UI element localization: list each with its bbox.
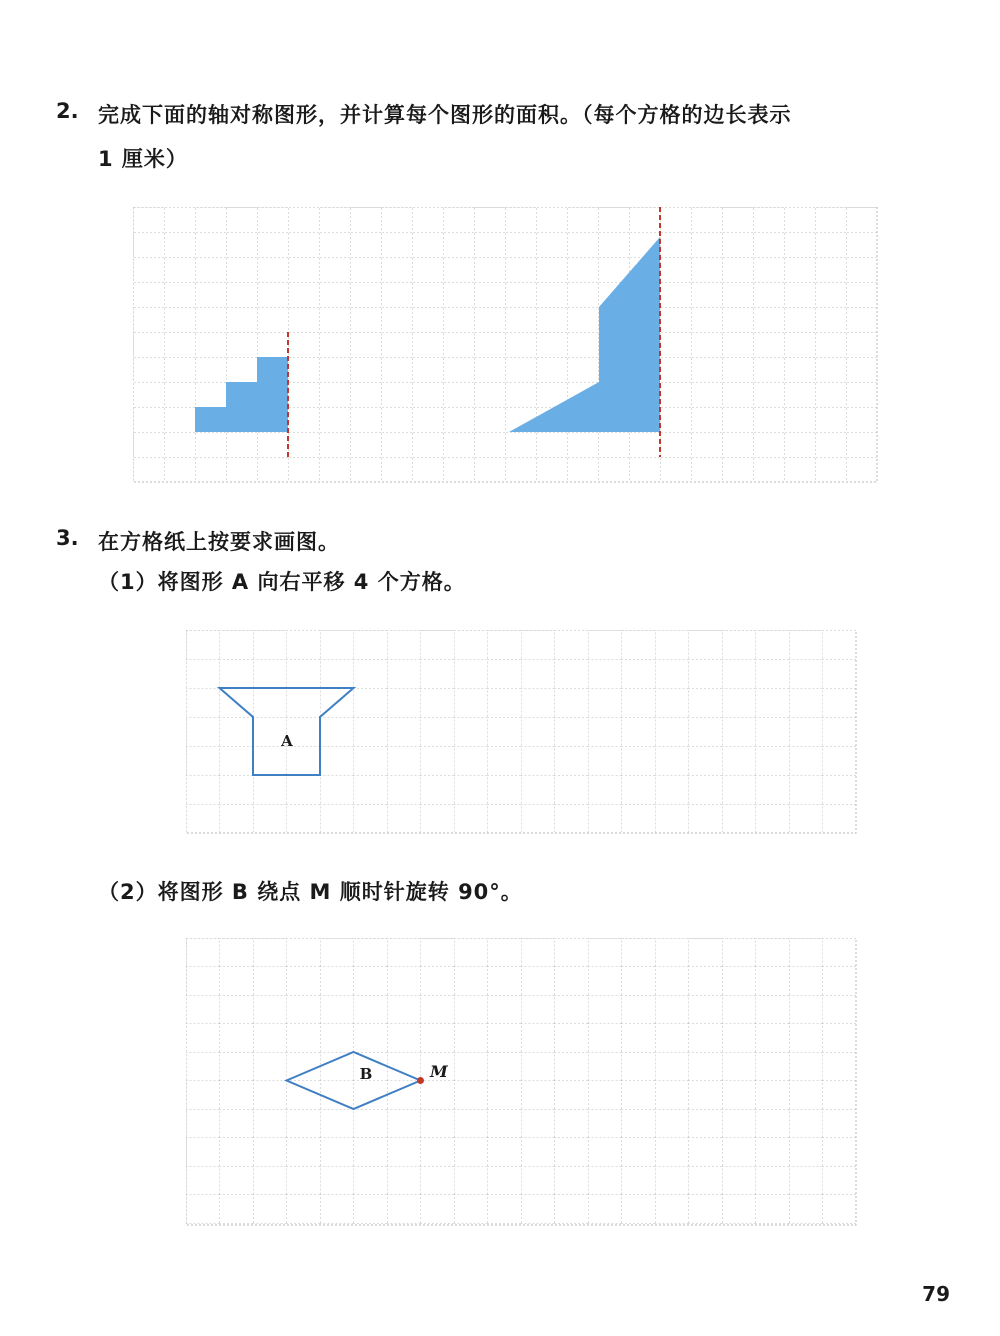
shape-a-label: A bbox=[281, 732, 293, 750]
grid-q3-part2 bbox=[186, 938, 858, 1228]
question-3-part1: （1）将图形 A 向右平移 4 个方格。 bbox=[98, 570, 466, 594]
question-2-text-line1: 完成下面的轴对称图形，并计算每个图形的面积。（每个方格的边长表示 bbox=[98, 103, 792, 127]
question-2-text-line2: 1 厘米） bbox=[98, 147, 188, 171]
question-3-number: 3. bbox=[56, 526, 79, 550]
point-m bbox=[417, 1077, 424, 1084]
grid-q2 bbox=[133, 207, 879, 483]
shape-b-label: B bbox=[359, 1065, 373, 1083]
question-3-text: 在方格纸上按要求画图。 bbox=[98, 530, 340, 554]
page-number: 79 bbox=[922, 1282, 950, 1306]
question-3-part2: （2）将图形 B 绕点 M 顺时针旋转 90°。 bbox=[98, 880, 523, 904]
question-2-number: 2. bbox=[56, 99, 79, 123]
point-m-label: M bbox=[430, 1062, 448, 1081]
grid-q3-part1 bbox=[186, 630, 858, 835]
